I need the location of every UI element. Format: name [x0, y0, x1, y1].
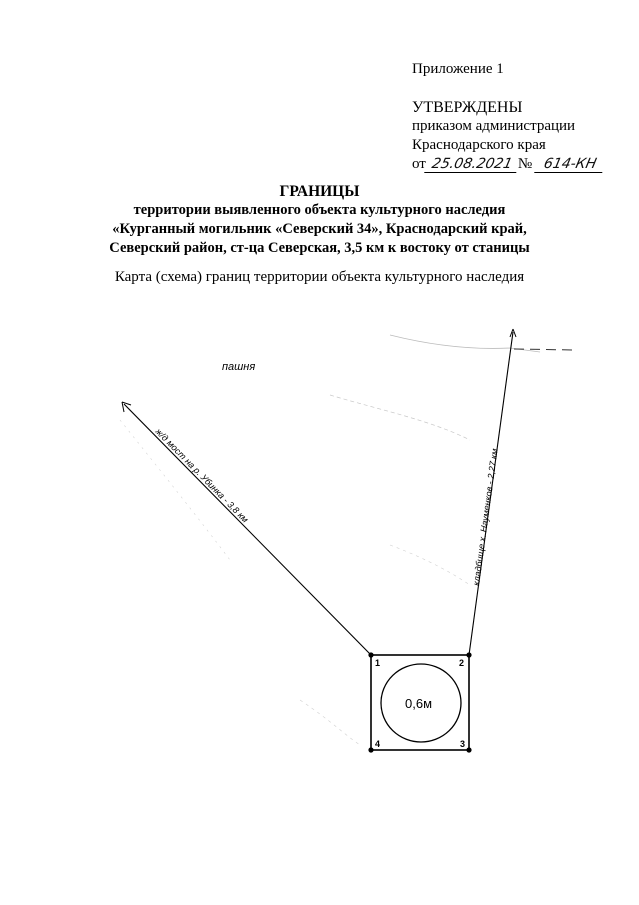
approval-line-1: приказом администрации: [412, 118, 576, 134]
title-line-1: территории выявленного объекта культурного наследия: [133, 202, 506, 218]
title-line-2: «Курганный могильник «Северский 34», Краснодарский край,: [112, 221, 527, 237]
terrain-line: [330, 395, 470, 440]
corner-label-4: 4: [375, 739, 381, 749]
title-line-3: Северский район, ст-ца Северская, 3,5 км к востоку от станицы: [109, 240, 530, 256]
terrain-line: [300, 700, 360, 745]
order-number: 614-КН: [534, 156, 606, 173]
corner-label-3: 3: [460, 739, 466, 749]
map-caption: Карта (схема) границ территории объекта культурного наследия: [114, 269, 525, 285]
document-heading: ГРАНИЦЫ: [279, 183, 360, 200]
right-direction-label: кладбище х. Науменков - 2,27 км: [471, 447, 500, 587]
left-direction-line: [124, 404, 371, 655]
corner-point-4: [368, 747, 373, 752]
corner-label-1: 1: [375, 658, 381, 668]
corner-point-2: [466, 652, 471, 657]
approved-label: УТВЕРЖДЕНЫ: [412, 99, 523, 116]
boundary-map: [0, 300, 639, 820]
appendix-label: Приложение 1: [412, 61, 504, 77]
corner-point-3: [466, 747, 471, 752]
order-line: [412, 155, 604, 174]
mound-label: 0,6м: [405, 696, 433, 711]
approval-line-2: Краснодарского края: [412, 137, 546, 153]
left-direction-label: ж/д мост на р. Убинка - 3,8 км: [153, 426, 251, 525]
field-label: пашня: [222, 361, 256, 373]
corner-label-2: 2: [459, 658, 465, 668]
approval-block: [412, 60, 604, 174]
order-date: 25.08.2021: [424, 156, 520, 173]
number-sign: №: [517, 156, 533, 172]
from-prefix: от: [412, 156, 426, 172]
terrain-line: [390, 545, 470, 585]
title-block: [0, 182, 639, 258]
corner-point-1: [368, 652, 373, 657]
